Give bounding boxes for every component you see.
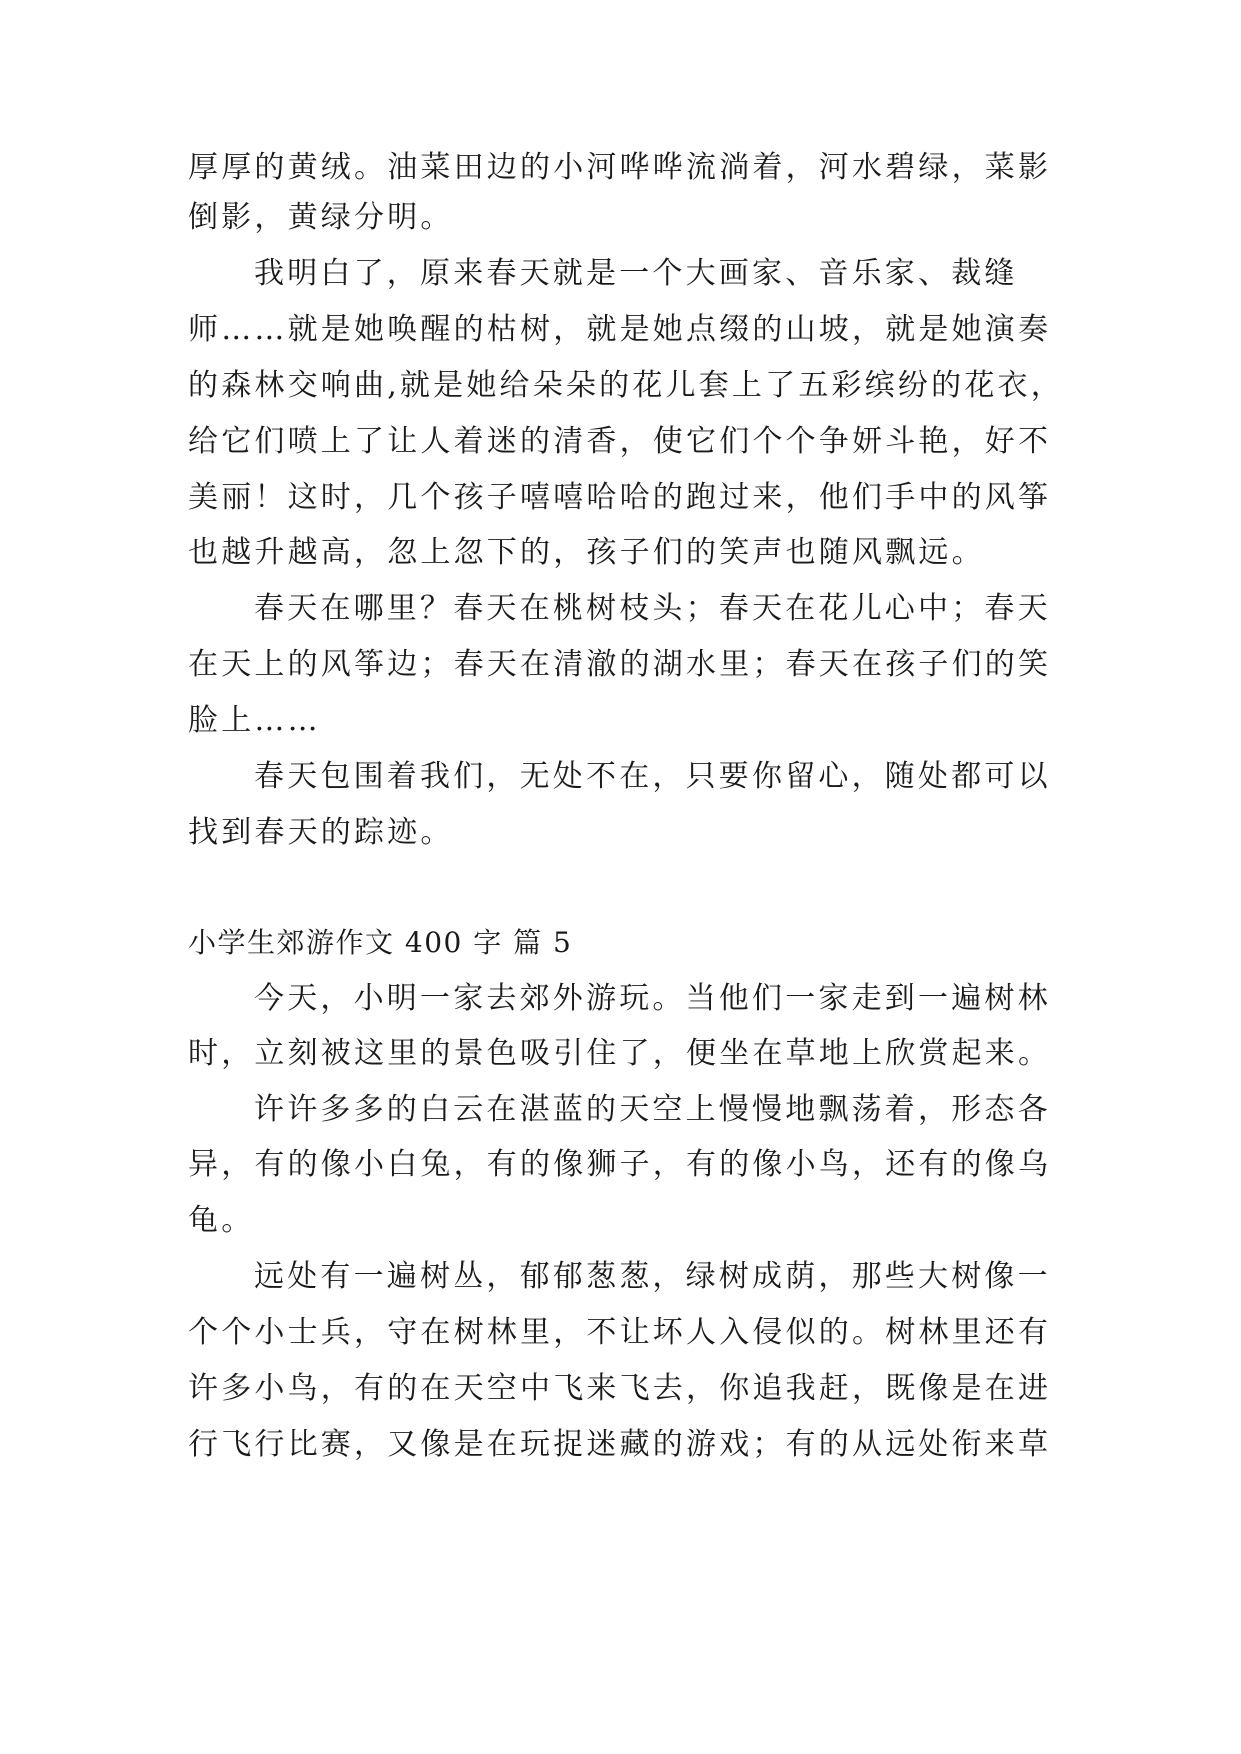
text-line: 找到春天的踪迹。 <box>188 815 454 850</box>
text-line: 龟。 <box>188 1203 255 1238</box>
paragraph-start-line: 春天在哪里？春天在桃树枝头；春天在花儿心中；春天 <box>254 591 1051 626</box>
paragraph-start-line: 我明白了，原来春天就是一个大画家、音乐家、裁缝 <box>254 256 1018 291</box>
text-line: 在天上的风筝边；春天在清澈的湖水里；春天在孩子们的笑 <box>188 647 1052 682</box>
paragraph-start-line: 远处有一遍树丛，郁郁葱葱，绿树成荫，那些大树像一 <box>254 1259 1051 1294</box>
text-line: 时，立刻被这里的景色吸引住了，便坐在草地上欣赏起来。 <box>188 1036 1052 1071</box>
text-line: 也越升越高，忽上忽下的，孩子们的笑声也随风飘远。 <box>188 535 985 570</box>
text-line: 的森林交响曲,就是她给朵朵的花儿套上了五彩缤纷的花衣， <box>188 368 1064 403</box>
text-line: 脸上…… <box>188 703 321 738</box>
section-heading: 小学生郊游作文 400 字 篇 5 <box>188 926 573 959</box>
text-line: 厚厚的黄绒。油菜田边的小河哗哗流淌着，河水碧绿，菜影 <box>188 150 1052 185</box>
text-line: 行飞行比赛，又像是在玩捉迷藏的游戏；有的从远处衔来草 <box>188 1427 1052 1462</box>
paragraph-start-line: 许许多多的白云在湛蓝的天空上慢慢地飘荡着，形态各 <box>254 1092 1051 1127</box>
text-line: 倒影，黄绿分明。 <box>188 200 454 235</box>
text-line: 许多小鸟，有的在天空中飞来飞去，你追我赶，既像是在进 <box>188 1371 1052 1406</box>
text-line: 美丽！这时，几个孩子嘻嘻哈哈的跑过来，他们手中的风筝 <box>188 480 1052 515</box>
paragraph-start-line: 春天包围着我们，无处不在，只要你留心，随处都可以 <box>254 759 1051 794</box>
text-line: 师……就是她唤醒的枯树，就是她点缀的山坡，就是她演奏 <box>188 312 1052 347</box>
paragraph-start-line: 今天，小明一家去郊外游玩。当他们一家走到一遍树林 <box>254 981 1051 1016</box>
text-line: 异，有的像小白兔，有的像狮子，有的像小鸟，还有的像乌 <box>188 1147 1052 1182</box>
text-line: 给它们喷上了让人着迷的清香，使它们个个争妍斗艳，好不 <box>188 424 1052 459</box>
text-line: 个个小士兵，守在树林里，不让坏人入侵似的。树林里还有 <box>188 1315 1052 1350</box>
